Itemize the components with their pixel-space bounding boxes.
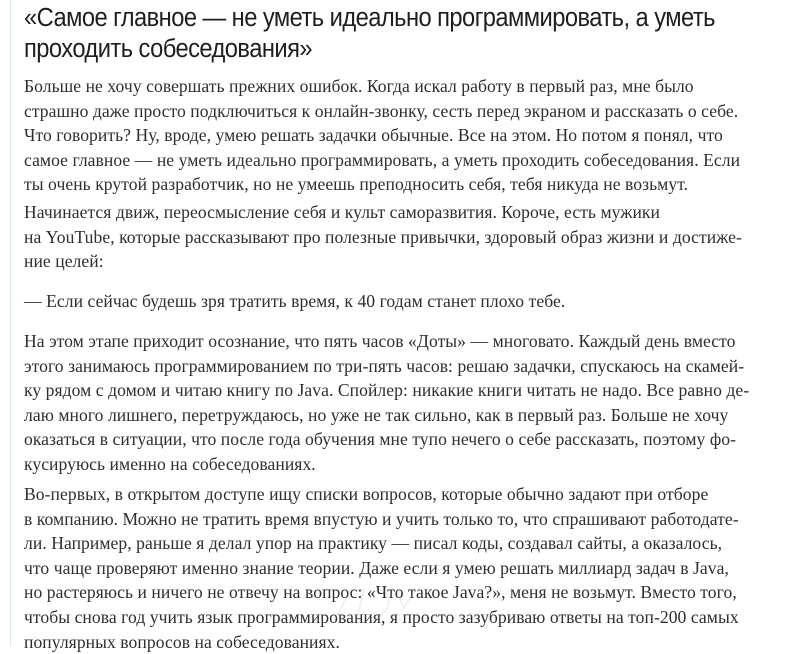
text-line: этого занимаюсь программированием по три-пять часов: решаю задачки, спускаюсь на скамей- <box>24 355 745 376</box>
paragraph-quote <box>24 289 565 314</box>
text-line: на YouTube, которые рассказывают про полезные привычки, здоровый образ жизни и достиже- <box>24 226 742 247</box>
text-line: страшно даже просто подключиться к онлайн-звонку, сесть перед экраном и рассказать о себе. <box>24 100 739 121</box>
text-line: Во-первых, в открытом доступе ищу списки вопросов, которые обычно задают при отборе <box>24 484 709 504</box>
article-body <box>24 0 790 652</box>
text-line: в компанию. Можно не тратить время впустую и учить только то, что спрашивают работодате- <box>24 508 739 529</box>
section-heading <box>24 0 787 65</box>
paragraph-1 <box>24 74 740 197</box>
text-line: самое главное — не уметь идеально программировать, а уметь проходить собеседования. Если <box>24 149 741 170</box>
heading-line: проходить собеседования» <box>24 35 312 63</box>
text-line: ты очень крутой разработчик, но не умеешь преподносить себя, тебя никуда не возьмут. <box>24 174 689 195</box>
text-line: кусируюсь именно на собеседованиях. <box>24 453 316 474</box>
text-line: ли. Например, раньше я делал упор на практику — писал коды, создавал сайты, а оказалось, <box>24 533 723 554</box>
text-line: Что говорить? Ну, вроде, умею решать задачки обычные. Все на этом. Но потом я понял, что <box>24 125 723 146</box>
text-line: Начинается движ, переосмысление себя и культ саморазвития. Короче, есть мужики <box>24 202 660 222</box>
text-line: ку рядом с домом и читаю книгу по Java. Спойлер: никакие книги читать не надо. Все равно де- <box>24 380 750 401</box>
paragraph-2 <box>24 200 742 274</box>
text-line: но растеряюсь и ничего не отвечу на вопрос: «Что такое Java?», меня не возьмут. Вместо того, <box>24 582 737 603</box>
paragraph-5 <box>24 482 739 654</box>
text-line: оказаться в ситуации, что после года обучения мне тупо нечего о себе рассказать, поэтому фо- <box>24 429 737 450</box>
text-line: Больше не хочу совершать прежних ошибок. Когда искал работу в первый раз, мне было <box>24 76 694 96</box>
watermark-icon <box>330 584 420 624</box>
text-line: популярных вопросов на собеседованиях. <box>24 631 340 652</box>
text-line: что чаще проверяют именно знание теории. Даже если я умею решать миллиард задач в Java, <box>24 557 729 578</box>
text-line: ние целей: <box>24 251 104 272</box>
text-line: лаю много лишнего, перетруждаюсь, но уже не так сильно, как в первый раз. Больше не хочу <box>24 404 729 425</box>
left-border-rule <box>10 0 11 646</box>
text-line: — Если сейчас будешь зря тратить время, к 40 годам станет плохо тебе. <box>24 291 566 311</box>
heading-line: «Самое главное — не уметь идеально программировать, а уметь <box>24 4 715 32</box>
paragraph-4 <box>24 329 749 477</box>
text-line: На этом этапе приходит осознание, что пять часов «Доты» — многовато. Каждый день вместо <box>24 331 736 351</box>
text-line: чтобы снова год учить язык программирования, я просто зазубриваю ответы на топ-200 самых <box>24 606 739 627</box>
